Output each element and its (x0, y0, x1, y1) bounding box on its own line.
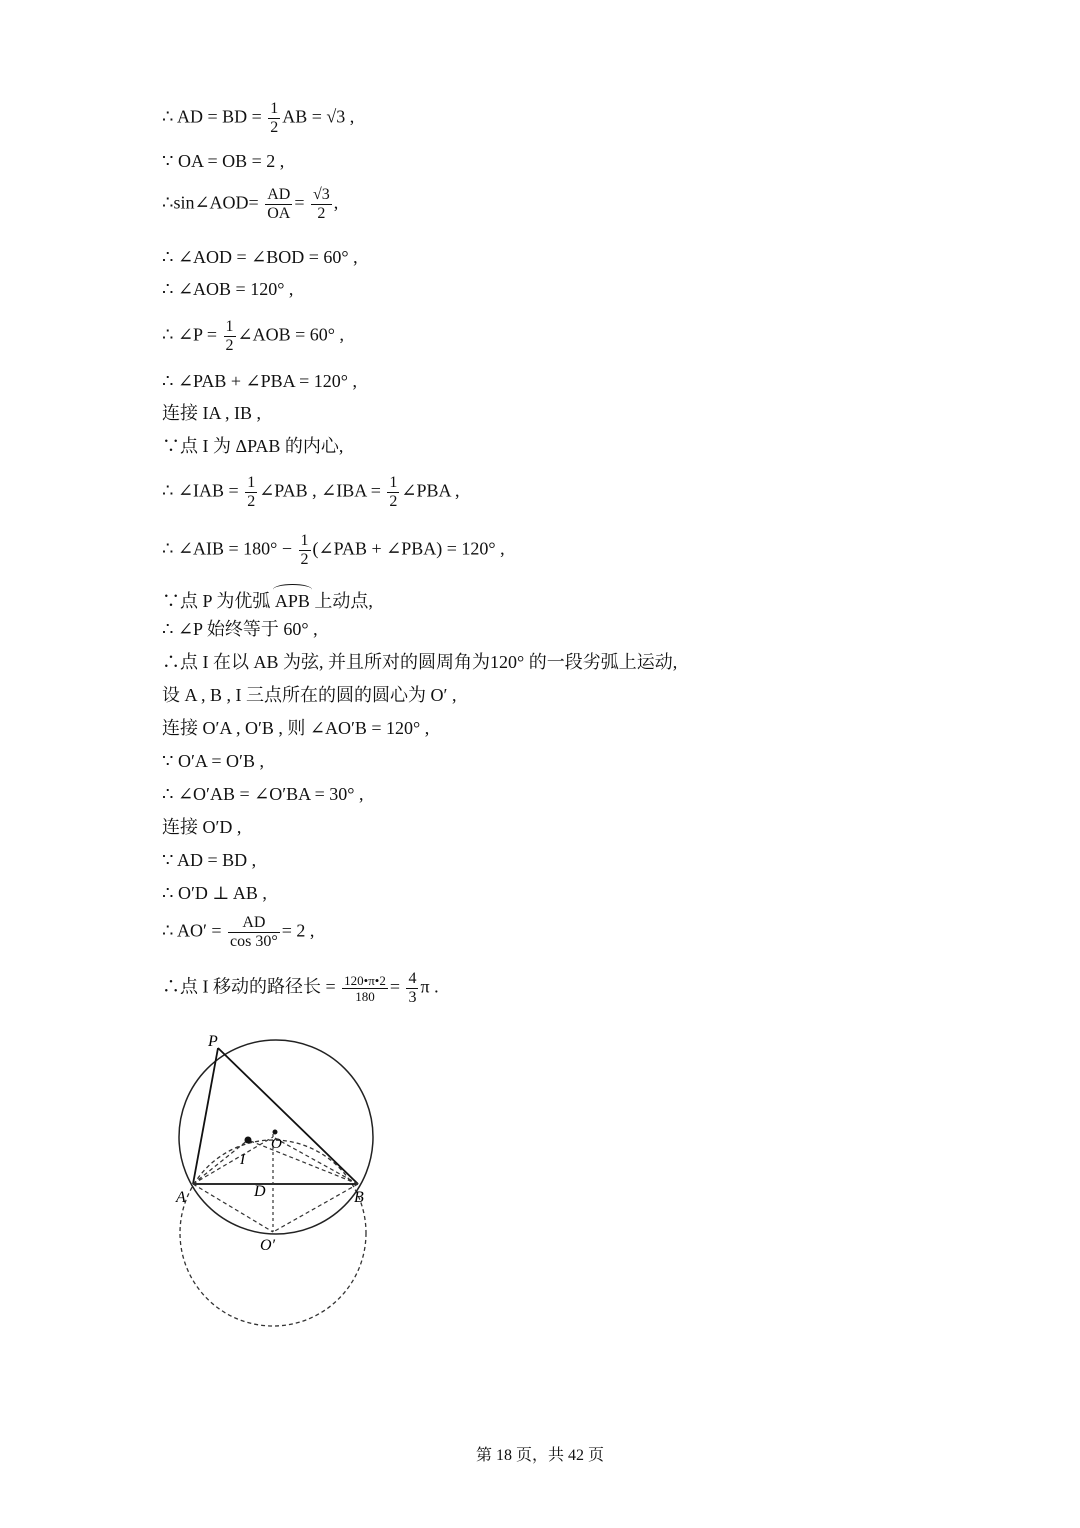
solution-line: ∴ ∠O′AB = ∠O′BA = 30° , (162, 784, 364, 804)
solution-line: ∴ ∠P = $\frac{1}{2}$ ∠AOB = 60° , (162, 318, 344, 354)
circle-o-prime (180, 1140, 366, 1326)
solution-line: ∴ ∠AOB = 120° , (162, 279, 294, 299)
solution-line: ∴ ∠IAB = $\frac{1}{2}$ ∠PAB , ∠IBA = $\frac{1}{2}$ ∠PBA , (162, 474, 460, 510)
label-o-prime: O′ (260, 1237, 276, 1254)
solution-line: ∴ AD = BD = $\frac{1}{2}$ AB = √3 , (162, 100, 355, 136)
solution-line: ∴点 I 移动的路径长 = $\frac{120•\pi•2}{180}$ = $\frac{4}{3}$ π . (162, 970, 439, 1006)
point-o (273, 1130, 278, 1135)
solution-line: ∵点 I 为 ΔPAB 的内心, (162, 436, 344, 456)
solution-line: ∵ O′A = O′B , (162, 751, 264, 771)
segment-bi (248, 1140, 358, 1184)
fraction: $\frac{1}{2}$ (300, 532, 309, 568)
solution-line: ∴ ∠PAB + ∠PBA = 120° , (162, 371, 358, 391)
solution-line: ∵ OA = OB = 2 , (162, 151, 285, 171)
solution-line: 连接 O′D , (162, 817, 242, 837)
solution-line: ∴点 I 在以 AB 为弦, 并且所对的圆周角为120° 的一段劣弧上运动, (162, 652, 678, 672)
fraction: $\frac{AD}{OA}$ (267, 186, 291, 222)
fraction: $\frac{AD}{\cos 30^\circ}$ (230, 914, 278, 950)
solution-line: ∵点 P 为优弧 APB 上动点, (162, 584, 373, 612)
geometry-figure (170, 1030, 390, 1340)
label-i: I (240, 1152, 245, 1168)
fraction: $\frac{√3}{2}$ (312, 186, 330, 222)
solution-line: ∴ ∠AIB = 180° − $\frac{1}{2}$ (∠PAB + ∠PBA) = 120° , (162, 532, 505, 568)
segment-pa (193, 1048, 218, 1184)
solution-line: 连接 O′A , O′B , 则 ∠AO′B = 120° , (162, 718, 430, 738)
solution-line: ∴ O′D ⊥ AB , (162, 883, 267, 903)
solution-line: ∴ AO′ = $\frac{AD}{\cos 30^\circ}$ = 2 , (162, 914, 315, 950)
label-b: B (354, 1189, 364, 1206)
fraction: $\frac{1}{2}$ (270, 100, 279, 136)
arc-notation: APB (275, 584, 310, 612)
segment-ao (193, 1137, 273, 1184)
solution-line: ∴sin∠AOD= $\frac{AD}{OA}$ = $\frac{√3}{2}$ , (162, 186, 339, 222)
fraction: $\frac{1}{2}$ (225, 318, 234, 354)
fraction: $\frac{4}{3}$ (408, 970, 417, 1006)
solution-line: 设 A , B , I 三点所在的圆的圆心为 O′ , (162, 685, 457, 705)
label-o: O (271, 1136, 282, 1152)
solution-line: ∴ ∠AOD = ∠BOD = 60° , (162, 247, 358, 267)
fraction: $\frac{1}{2}$ (389, 474, 398, 510)
fraction: $\frac{1}{2}$ (247, 474, 256, 510)
point-i (245, 1137, 252, 1144)
solution-line: ∴ ∠P 始终等于 60° , (162, 619, 318, 639)
segment-pb (218, 1048, 358, 1184)
label-d: D (254, 1183, 266, 1200)
fraction: $\frac{120•\pi•2}{180}$ (344, 973, 386, 1004)
segment-bo (273, 1137, 358, 1184)
page-footer: 第 18 页，共 42 页 (475, 1447, 604, 1464)
solution-line: ∵ AD = BD , (162, 850, 257, 870)
solution-line: 连接 IA , IB , (162, 403, 261, 423)
label-a: A (176, 1189, 186, 1206)
label-p: P (208, 1033, 218, 1050)
